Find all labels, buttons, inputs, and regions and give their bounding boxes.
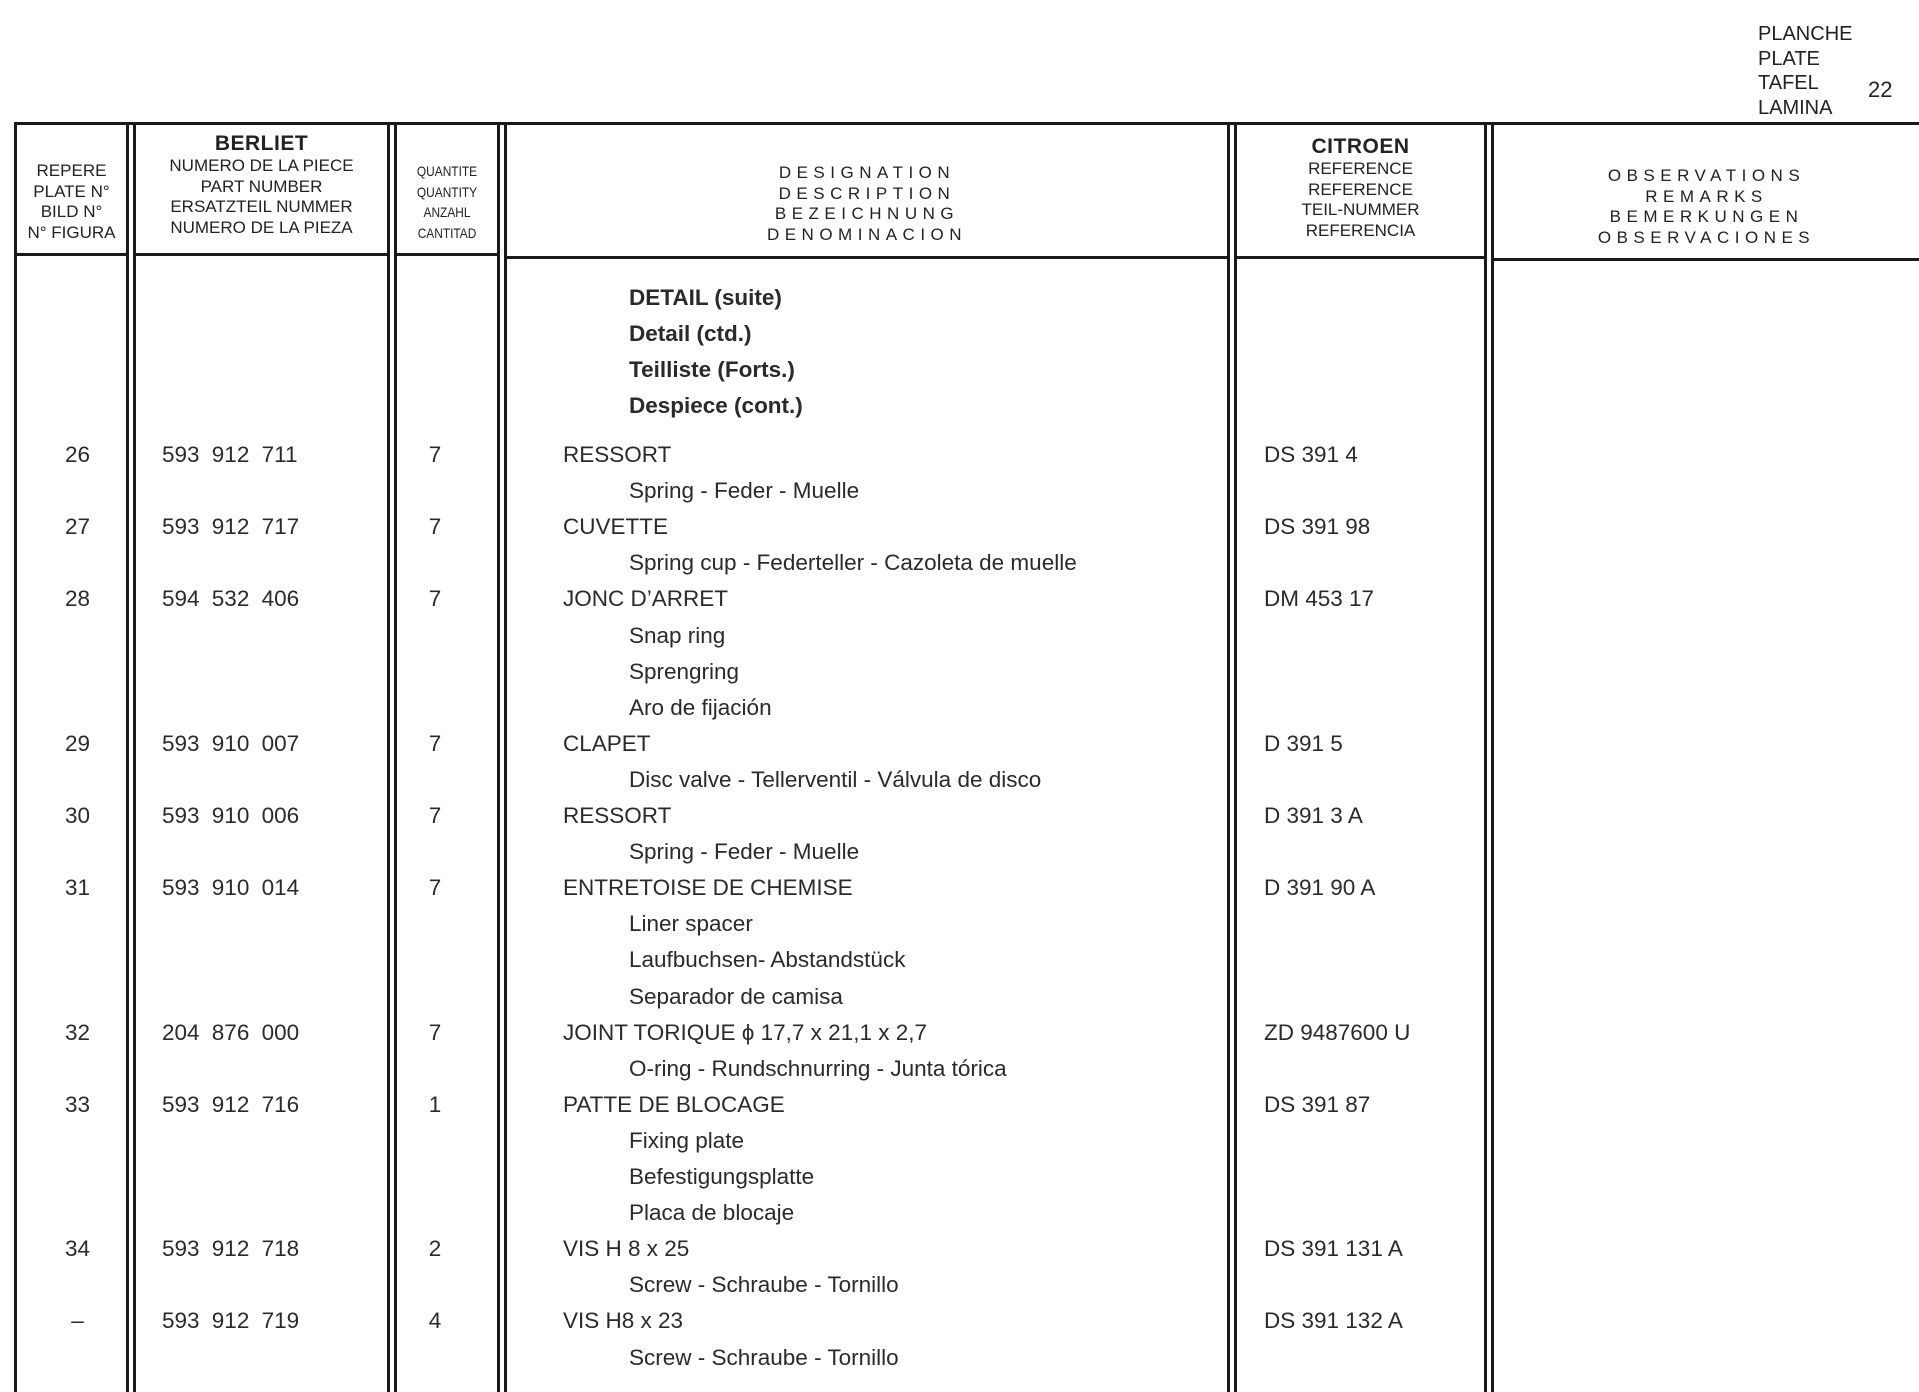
description-translation-row [0,839,1919,875]
description-translation-row [0,1200,1919,1236]
quantity: 7 [428,586,442,611]
description-translation: Screw - Schraube - Tornillo [629,1272,899,1297]
designation: ENTRETOISE DE CHEMISE [563,875,853,900]
header-rule [397,253,497,256]
description-translation-row [0,659,1919,695]
description-translation: Fixing plate [629,1128,745,1153]
description-translation-row [0,478,1919,514]
header-rule [1494,258,1919,261]
plate-label: PLANCHE [1758,23,1853,45]
section-title: DETAIL (suite) [629,285,782,310]
header-line: OBSERVACIONES [1597,227,1816,247]
header-line: PART NUMBER [200,176,323,196]
citroen-reference: D 391 3 A [1264,803,1363,828]
part-number: 594 532 406 [162,586,300,611]
section-title-row [0,321,1919,357]
designation: CLAPET [563,731,651,756]
description-translation: Spring cup - Federteller - Cazoleta de muelle [629,550,1077,575]
quantity: 7 [428,442,442,467]
description-translation: Screw - Schraube - Tornillo [629,1345,899,1370]
citroen-reference: DS 391 87 [1264,1092,1371,1117]
header-observations [1494,166,1919,248]
header-line: REFERENCIA [1305,220,1416,240]
table-row [0,586,1919,622]
designation: JOINT TORIQUE ϕ 17,7 x 21,1 x 2,7 [563,1020,927,1045]
header-line: DESCRIPTION [778,183,956,203]
part-number: 593 912 719 [162,1308,300,1333]
header-line: BILD N° [40,202,103,221]
description-translation-row [0,1128,1919,1164]
citroen-reference: DM 453 17 [1264,586,1375,611]
header-line: N° FIGURA [27,222,116,242]
description-translation: Spring - Feder - Muelle [629,839,860,864]
part-number: 593 912 716 [162,1092,300,1117]
plate-label: LAMINA [1758,96,1833,119]
header-berliet [136,132,387,238]
description-translation-row [0,984,1919,1020]
quantity: 7 [428,1020,442,1045]
description-translation: Laufbuchsen- Abstandstück [629,947,906,972]
citroen-reference: DS 391 4 [1264,442,1358,467]
section-title-row [0,393,1919,429]
header-line: TEIL-NUMMER [1301,200,1420,219]
description-translation-row [0,911,1919,947]
description-translation: Disc valve - Tellerventil - Válvula de disco [629,767,1042,792]
header-line: ERSATZTEIL NUMMER [170,197,353,216]
table-row [0,1236,1919,1272]
table-row [0,875,1919,911]
quantity: 4 [428,1308,442,1333]
description-translation-row [0,1272,1919,1308]
header-line: REFERENCE [1308,159,1413,178]
header-line: BEMERKUNGEN [1609,207,1804,226]
header-line: QUANTITY [416,183,478,200]
section-title: Despiece (cont.) [629,393,803,418]
header-line: DENOMINACION [766,224,968,244]
description-translation: Befestigungsplatte [629,1164,815,1189]
header-rule [17,253,126,256]
description-translation: Placa de blocaje [629,1200,795,1225]
plate-label: TAFEL [1758,72,1819,94]
quantity: 7 [428,731,442,756]
quantity: 7 [428,514,442,539]
repere-number: 28 [64,586,91,611]
description-translation-row [0,947,1919,983]
description-translation: Snap ring [629,623,726,648]
brand-berliet: BERLIET [214,132,309,155]
repere-number: 31 [64,875,91,900]
description-translation: Separador de camisa [629,984,843,1009]
repere-number: 32 [64,1020,91,1045]
quantity: 7 [428,875,442,900]
designation: JONC D’ARRET [563,586,729,611]
plate-labels [1758,22,1852,120]
part-number: 593 912 711 [162,442,298,467]
table-row [0,731,1919,767]
description-translation-row [0,550,1919,586]
citroen-reference: DS 391 98 [1264,514,1371,539]
header-line: NUMERO DE LA PIEZA [170,217,353,237]
table-row [0,442,1919,478]
designation: RESSORT [563,442,672,467]
plate-number: 22 [1868,77,1893,102]
part-number: 593 910 006 [162,803,300,828]
section-title-row [0,285,1919,321]
header-line: REFERENCE [1308,179,1413,199]
repere-number: 29 [64,731,91,756]
citroen-reference: DS 391 131 A [1264,1236,1403,1261]
repere-number: 26 [64,442,91,467]
description-translation-row [0,767,1919,803]
quantity: 1 [428,1092,442,1117]
quantity: 7 [428,803,442,828]
designation: VIS H8 x 23 [563,1308,684,1333]
description-translation: Aro de fijación [629,695,772,720]
header-line: OBSERVATIONS [1607,166,1806,185]
citroen-reference: D 391 90 A [1264,875,1376,900]
header-line: QUANTITE [416,163,478,179]
header-line: CANTITAD [417,224,477,241]
description-translation: Liner spacer [629,911,753,936]
header-quantite [397,161,497,243]
table-row [0,803,1919,839]
repere-number: 34 [64,1236,91,1261]
part-number: 593 912 718 [162,1236,300,1261]
description-translation: Spring - Feder - Muelle [629,478,860,503]
quantity: 2 [428,1236,442,1261]
designation: CUVETTE [563,514,669,539]
header-rule [1237,256,1484,259]
repere-number: – [71,1308,84,1333]
header-rule [507,256,1227,259]
description-translation-row [0,695,1919,731]
header-line: ANZAHL [423,204,471,220]
description-translation-row [0,1056,1919,1092]
table-row [0,1092,1919,1128]
section-title: Teilliste (Forts.) [629,357,795,382]
part-number: 593 910 007 [162,731,300,756]
header-repere [17,161,126,243]
table-row [0,514,1919,550]
designation: VIS H 8 x 25 [563,1236,690,1261]
brand-citroen: CITROEN [1311,135,1410,158]
table-row [0,1308,1919,1344]
repere-number: 27 [64,514,91,539]
header-rule [136,253,387,256]
section-title: Detail (ctd.) [629,321,752,346]
description-translation: O-ring - Rundschnurring - Junta tórica [629,1056,1007,1081]
citroen-reference: ZD 9487600 U [1264,1020,1411,1045]
description-translation-row [0,623,1919,659]
part-number: 593 910 014 [162,875,300,900]
table-row [0,1020,1919,1056]
table-top-rule [14,122,1919,125]
citroen-reference: DS 391 132 A [1264,1308,1403,1333]
description-translation-row [0,1345,1919,1381]
header-line: BEZEICHNUNG [774,204,960,223]
part-number: 204 876 000 [162,1020,300,1045]
header-line: PLATE N° [33,181,110,201]
header-line: REMARKS [1645,186,1768,206]
header-designation [507,163,1227,245]
header-citroen [1237,135,1484,241]
repere-number: 30 [64,803,91,828]
description-translation-row [0,1164,1919,1200]
header-line: DESIGNATION [778,163,956,182]
description-translation: Sprengring [629,659,740,684]
header-line: NUMERO DE LA PIECE [169,156,354,175]
header-line: REPERE [36,161,107,180]
designation: RESSORT [563,803,672,828]
repere-number: 33 [64,1092,91,1117]
part-number: 593 912 717 [162,514,300,539]
section-title-row [0,357,1919,393]
designation: PATTE DE BLOCAGE [563,1092,785,1117]
citroen-reference: D 391 5 [1264,731,1343,756]
plate-label: PLATE [1758,47,1820,70]
